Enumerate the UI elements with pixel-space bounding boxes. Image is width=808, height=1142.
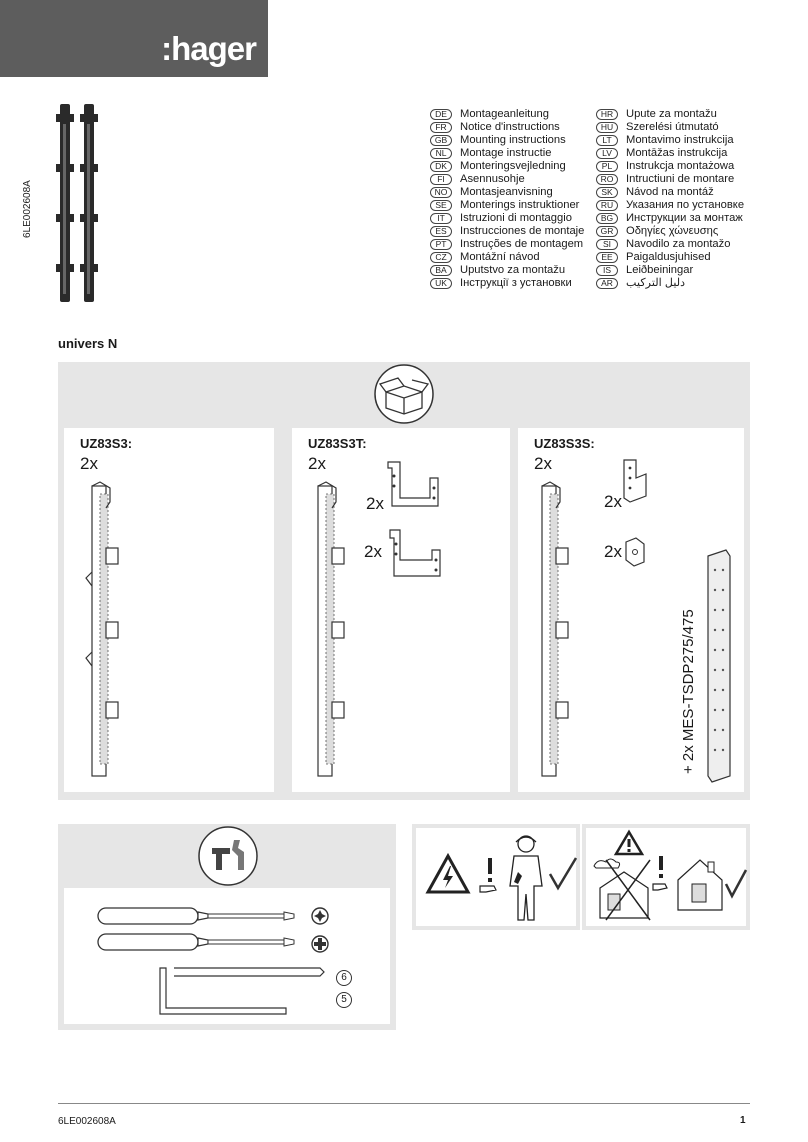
lang-code: PT [430,239,452,250]
phillips-bit-symbol-icon [310,934,330,954]
lang-code: CZ [430,252,452,263]
tools-list [64,888,390,1024]
lang-code: HR [596,109,618,120]
kit-title: UZ83S3T: [308,436,367,451]
lang-text: Montageanleitung [460,108,549,120]
hex-key-size-6: 6 [336,970,352,986]
attention-hand-icon [478,856,504,896]
rail-drawing [82,482,132,782]
language-row [430,277,584,290]
language-row [596,186,744,199]
lang-code: UK [430,278,452,289]
kit-quantity: 2x [80,454,98,473]
language-row [430,186,584,199]
language-row [596,134,744,147]
language-row [430,199,584,212]
language-row [596,212,744,225]
language-row [430,121,584,134]
lang-code: FR [430,122,452,133]
lang-code: GR [596,226,618,237]
torx-bit-symbol-icon [310,906,330,926]
lang-text: Navodilo za montažo [626,238,731,250]
lang-text: Montāžas instrukcija [626,147,728,159]
electrical-safety-inner [416,828,576,926]
language-row [596,108,744,121]
language-list-1 [430,108,584,290]
bracket-quantity-1: 2x [604,492,622,511]
language-row [596,147,744,160]
lang-text: Montážní návod [460,251,540,263]
footer-divider [58,1103,750,1104]
tools-panel [58,824,396,1030]
angle-bracket-drawing [620,458,650,504]
language-row [596,277,744,290]
lang-text: Paigaldusjuhised [626,251,711,263]
language-row [596,121,744,134]
rail-drawing [532,482,582,782]
accessory-label: + 2x MES-TSDP275/475 [680,609,697,774]
lang-text: Instrucciones de montaje [460,225,585,237]
phillips-screwdriver-icon [98,930,298,954]
lang-text: Szerelési útmutató [626,121,719,133]
lang-code: SE [430,200,452,211]
lang-text: Montavimo instrukcija [626,134,734,146]
lang-code: DK [430,161,452,172]
lang-text: Instrukcja montażowa [626,160,735,172]
lang-text: Οδηγίες χώνευσης [626,225,719,237]
lang-text: Montasjeanvisning [460,186,553,198]
language-row [430,251,584,264]
lang-code: IT [430,213,452,224]
indoor-use-panel [582,824,750,930]
lang-code: EE [596,252,618,263]
torx-screwdriver-icon [98,904,298,928]
small-bracket-drawing [622,536,648,568]
lang-code: HU [596,122,618,133]
lang-code: RU [596,200,618,211]
language-row [430,173,584,186]
lang-text: Asennusohje [460,173,525,185]
language-row [430,212,584,225]
bracket-quantity-1: 2x [366,494,384,513]
lang-code: AR [596,278,618,289]
language-row [430,225,584,238]
language-row [596,160,744,173]
lang-text: Notice d'instructions [460,121,560,133]
lang-text: Montage instructie [460,147,552,159]
bracket-quantity-2: 2x [604,542,622,561]
high-voltage-warning-icon [426,854,470,894]
lang-code: BA [430,265,452,276]
header-logo-area [0,0,268,77]
package-contents-icon [372,364,436,424]
attention-hand-icon [652,854,672,894]
language-row [430,160,584,173]
language-row [596,173,744,186]
lang-code: LV [596,148,618,159]
kit-title: UZ83S3S: [534,436,595,451]
kit-quantity: 2x [534,454,552,473]
language-row [430,264,584,277]
lang-text: Mounting instructions [460,134,566,146]
lang-code: PL [596,161,618,172]
lang-code: GB [430,135,452,146]
mounting-strip-drawing [702,550,736,782]
lang-code: RO [596,174,618,185]
lang-code: LT [596,135,618,146]
electrical-safety-panel [412,824,580,930]
lang-text: Указания по установке [626,199,745,211]
lang-code: SK [596,187,618,198]
lang-code: SI [596,239,618,250]
electrician-figure-icon [504,832,548,924]
lang-text: دليل التركيب [626,277,686,289]
lang-code: DE [430,109,452,120]
bracket-quantity-2: 2x [364,542,382,561]
lang-text: Інструкції з установки [460,277,572,289]
approved-check-icon [724,868,748,900]
bracket-drawing-2 [388,528,442,580]
lang-text: Monteringsvejledning [460,160,566,172]
lang-text: Intructiuni de montare [626,173,735,185]
page-number: 1 [740,1115,746,1126]
tools-icon [196,826,260,886]
lang-text: Uputstvo za montažu [460,264,566,276]
lang-text: Návod na montáž [626,186,714,198]
hex-key-size-5: 5 [336,992,352,1008]
footer-document-code: 6LE002608A [58,1116,116,1127]
lang-text: Instruções de montagem [460,238,584,250]
hager-logo: :hager [161,30,256,67]
lang-code: FI [430,174,452,185]
lang-code: IS [596,265,618,276]
approved-check-icon [548,856,578,892]
lang-text: Monterings instruktioner [460,199,580,211]
language-row [430,147,584,160]
lang-code: BG [596,213,618,224]
language-row [596,238,744,251]
lang-text: Upute za montažu [626,108,717,120]
language-row [430,238,584,251]
language-list-2 [596,108,744,290]
rail-drawing [308,482,358,782]
parts-panel [58,362,750,800]
kit-title: UZ83S3: [80,436,133,451]
outdoor-house-crossed-icon [590,854,656,924]
rails-product-image [56,104,106,302]
general-warning-icon [614,830,644,856]
language-row [596,225,744,238]
language-row [596,199,744,212]
document-code-vertical: 6LE002608A [22,180,33,238]
kit-panel-uz83s3t [292,428,510,792]
lang-text: Istruzioni di montaggio [460,212,572,224]
language-row [596,264,744,277]
indoor-use-inner [586,828,746,926]
kit-quantity: 2x [308,454,326,473]
series-title: univers N [58,336,118,351]
lang-code: NO [430,187,452,198]
lang-code: NL [430,148,452,159]
lang-text: Leiðbeiningar [626,264,694,276]
kit-panel-uz83s3 [64,428,274,792]
kit-panel-uz83s3s [518,428,744,792]
indoor-house-icon [674,854,726,914]
hex-key-small-icon [156,968,296,1018]
language-row [596,251,744,264]
language-row [430,134,584,147]
lang-code: ES [430,226,452,237]
bracket-drawing-1 [386,458,440,510]
lang-text: Инструкции за монтаж [626,212,743,224]
language-row [430,108,584,121]
